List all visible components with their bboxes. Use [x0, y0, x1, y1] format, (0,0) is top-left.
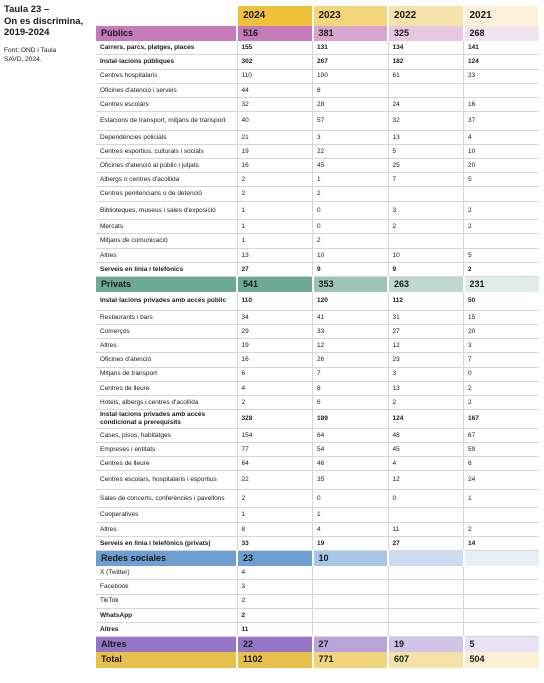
row-label: Centres escolars, hospitalaris i esportius — [96, 471, 237, 490]
table-row — [96, 292, 539, 310]
row-label: Serveis en línia i telefònics — [96, 262, 237, 276]
row-label: Centres penitenciaris o de detenció — [96, 187, 237, 201]
row-value: 6 — [313, 395, 389, 409]
section-value: 1102 — [237, 652, 313, 667]
section-value: 23 — [237, 551, 313, 567]
row-label: Cases, pisos, habitatges — [96, 428, 237, 442]
row-value: 23 — [464, 69, 540, 83]
row-value: 141 — [464, 41, 540, 55]
row-value: 2 — [464, 381, 540, 395]
row-value: 0 — [464, 367, 540, 381]
row-value — [388, 580, 464, 594]
row-value: 22 — [313, 144, 389, 158]
row-label: X (Twitter) — [96, 566, 237, 580]
row-value: 23 — [388, 353, 464, 367]
section-value: 19 — [388, 637, 464, 653]
year-header: 2022 — [388, 6, 464, 26]
header-blank-cell — [96, 6, 237, 26]
row-label: Centres de lleure — [96, 381, 237, 395]
section-value: 541 — [237, 277, 313, 293]
row-value: 131 — [313, 41, 389, 55]
row-value — [388, 622, 464, 636]
table-row — [96, 69, 539, 83]
table-source: Font: OND i Taula SAVD, 2024. — [4, 46, 57, 63]
row-value: 64 — [237, 457, 313, 471]
row-value: 35 — [313, 471, 389, 490]
section-value: 771 — [313, 652, 389, 667]
year-header: 2021 — [464, 6, 540, 26]
row-value: 41 — [313, 310, 389, 324]
row-value: 50 — [464, 292, 540, 310]
row-label: TikTok — [96, 594, 237, 608]
row-value — [388, 566, 464, 580]
row-label: Cooperatives — [96, 508, 237, 522]
row-value: 31 — [388, 310, 464, 324]
row-value: 9 — [313, 262, 389, 276]
row-value: 7 — [388, 173, 464, 187]
row-label: Instal·lacions privades amb accés condicionat a prerequisits — [96, 410, 237, 429]
section-value — [464, 551, 540, 567]
table-row — [96, 234, 539, 248]
row-value: 26 — [313, 353, 389, 367]
table-row — [96, 83, 539, 97]
table-row — [96, 41, 539, 55]
row-value — [388, 508, 464, 522]
row-value: 4 — [313, 522, 389, 536]
row-value: 2 — [237, 173, 313, 187]
section-value: 10 — [313, 551, 389, 567]
row-value: 4 — [464, 130, 540, 144]
row-value: 57 — [313, 112, 389, 131]
row-value: 45 — [388, 442, 464, 456]
row-value: 302 — [237, 55, 313, 69]
row-value: 4 — [237, 381, 313, 395]
section-title: Total — [96, 652, 237, 667]
row-value: 0 — [313, 220, 389, 234]
row-value: 134 — [388, 41, 464, 55]
table-row — [96, 489, 539, 508]
row-label: Carrers, parcs, platges, places — [96, 41, 237, 55]
row-value: 3 — [388, 201, 464, 220]
row-value: 3 — [464, 339, 540, 353]
table-row — [96, 55, 539, 69]
table-row — [96, 324, 539, 338]
row-value: 6 — [237, 367, 313, 381]
row-value — [388, 608, 464, 622]
row-value — [464, 83, 540, 97]
row-value: 2 — [388, 395, 464, 409]
table-row — [96, 144, 539, 158]
table-caption — [4, 4, 90, 64]
year-header: 2023 — [313, 6, 389, 26]
row-label: Sales de concerts, conferències i pavellons — [96, 489, 237, 508]
row-value: 67 — [464, 428, 540, 442]
row-value: 20 — [464, 324, 540, 338]
row-value — [313, 566, 389, 580]
table-row — [96, 97, 539, 111]
table-row — [96, 594, 539, 608]
row-label: Dependències policials — [96, 130, 237, 144]
row-value: 10 — [313, 248, 389, 262]
row-label: Altres — [96, 622, 237, 636]
row-value: 189 — [313, 410, 389, 429]
section-row-privats — [96, 277, 539, 293]
row-value: 328 — [237, 410, 313, 429]
row-label: Albergs o centres d'acollida — [96, 173, 237, 187]
row-value: 2 — [237, 395, 313, 409]
row-label: Hotels, albergs i centres d'acollida — [96, 395, 237, 409]
row-label: Estacions de transport, mitjans de transport — [96, 112, 237, 131]
row-value: 7 — [464, 353, 540, 367]
row-label: Instal·lacions públiques — [96, 55, 237, 69]
row-value: 28 — [313, 97, 389, 111]
row-value: 5 — [464, 173, 540, 187]
row-value: 2 — [237, 608, 313, 622]
row-value: 120 — [313, 292, 389, 310]
table-row — [96, 201, 539, 220]
row-value: 1 — [237, 220, 313, 234]
row-value: 15 — [464, 310, 540, 324]
row-value: 2 — [237, 594, 313, 608]
table-row — [96, 428, 539, 442]
row-value — [388, 234, 464, 248]
section-value: 263 — [388, 277, 464, 293]
table-row — [96, 608, 539, 622]
row-value: 2 — [464, 262, 540, 276]
header-row — [96, 6, 539, 26]
row-label: Serveis en línia i telefònics (privats) — [96, 536, 237, 550]
row-value: 1 — [313, 173, 389, 187]
table-row — [96, 536, 539, 550]
row-value: 27 — [237, 262, 313, 276]
row-value: 2 — [313, 187, 389, 201]
row-value — [313, 608, 389, 622]
table-row — [96, 262, 539, 276]
row-value: 3 — [237, 580, 313, 594]
row-value: 40 — [237, 112, 313, 131]
row-label: Empreses i entitats — [96, 442, 237, 456]
section-row-altres — [96, 637, 539, 653]
row-label: Centres escolars — [96, 97, 237, 111]
row-value — [313, 622, 389, 636]
row-value: 8 — [237, 522, 313, 536]
row-value: 1 — [237, 508, 313, 522]
table-row — [96, 566, 539, 580]
row-value: 4 — [237, 566, 313, 580]
row-value: 2 — [388, 220, 464, 234]
row-value: 16 — [237, 159, 313, 173]
row-label: Mitjans de comunicació — [96, 234, 237, 248]
row-value: 12 — [313, 339, 389, 353]
row-value: 27 — [388, 536, 464, 550]
table-row — [96, 580, 539, 594]
row-value: 100 — [313, 69, 389, 83]
row-value: 14 — [464, 536, 540, 550]
row-value: 64 — [313, 428, 389, 442]
section-value: 268 — [464, 26, 540, 41]
row-value: 46 — [313, 457, 389, 471]
row-value: 54 — [313, 442, 389, 456]
discrimination-table — [96, 6, 540, 668]
row-value: 0 — [313, 201, 389, 220]
section-value: 353 — [313, 277, 389, 293]
row-value: 2 — [313, 234, 389, 248]
row-label: WhatsApp — [96, 608, 237, 622]
table-row — [96, 173, 539, 187]
row-value: 0 — [388, 489, 464, 508]
table-row — [96, 353, 539, 367]
table-row — [96, 339, 539, 353]
row-value — [464, 234, 540, 248]
section-value: 5 — [464, 637, 540, 653]
row-value: 13 — [388, 130, 464, 144]
row-value: 16 — [464, 97, 540, 111]
row-value: 5 — [388, 144, 464, 158]
row-value: 13 — [388, 381, 464, 395]
row-value: 32 — [237, 97, 313, 111]
row-label: Oficines d'atenció i serveis — [96, 83, 237, 97]
row-value: 2 — [464, 395, 540, 409]
row-value — [464, 580, 540, 594]
row-value: 33 — [313, 324, 389, 338]
row-value: 9 — [388, 262, 464, 276]
row-value — [313, 580, 389, 594]
row-label: Centres hospitalaris — [96, 69, 237, 83]
row-label: Facebook — [96, 580, 237, 594]
section-value: 381 — [313, 26, 389, 41]
section-value: 325 — [388, 26, 464, 41]
row-value: 45 — [313, 159, 389, 173]
row-value: 2 — [237, 489, 313, 508]
table-row — [96, 159, 539, 173]
table-row — [96, 112, 539, 131]
row-value: 112 — [388, 292, 464, 310]
row-label: Comerços — [96, 324, 237, 338]
row-value — [388, 594, 464, 608]
row-value: 110 — [237, 292, 313, 310]
row-value: 19 — [237, 339, 313, 353]
section-title: Redes sociales — [96, 551, 237, 567]
row-value: 182 — [388, 55, 464, 69]
row-value: 8 — [313, 83, 389, 97]
row-value: 29 — [237, 324, 313, 338]
row-value: 19 — [313, 536, 389, 550]
table-row — [96, 442, 539, 456]
row-value: 167 — [464, 410, 540, 429]
row-value — [388, 187, 464, 201]
year-header: 2024 — [237, 6, 313, 26]
row-value: 10 — [464, 144, 540, 158]
table-row — [96, 187, 539, 201]
section-value: 607 — [388, 652, 464, 667]
row-value: 12 — [388, 339, 464, 353]
row-value: 2 — [464, 220, 540, 234]
row-value: 3 — [388, 367, 464, 381]
row-value: 19 — [237, 144, 313, 158]
row-value: 5 — [464, 248, 540, 262]
row-value: 77 — [237, 442, 313, 456]
section-value: 27 — [313, 637, 389, 653]
row-value: 61 — [388, 69, 464, 83]
section-row-total — [96, 652, 539, 667]
section-title: Privats — [96, 277, 237, 293]
table-row — [96, 220, 539, 234]
row-label: Restaurants i bars — [96, 310, 237, 324]
row-value: 267 — [313, 55, 389, 69]
row-value — [388, 83, 464, 97]
row-label: Altres — [96, 522, 237, 536]
table-row — [96, 248, 539, 262]
row-label: Mercats — [96, 220, 237, 234]
row-value — [464, 622, 540, 636]
table-row — [96, 508, 539, 522]
row-value — [464, 508, 540, 522]
row-value: 11 — [388, 522, 464, 536]
row-label: Instal·lacions privades amb accés públic — [96, 292, 237, 310]
section-value — [388, 551, 464, 567]
row-value: 0 — [313, 489, 389, 508]
row-label: Biblioteques, museus i sales d'exposició — [96, 201, 237, 220]
row-value: 10 — [388, 248, 464, 262]
section-row-publics — [96, 26, 539, 41]
row-value: 2 — [464, 522, 540, 536]
row-value: 1 — [464, 489, 540, 508]
row-value: 12 — [388, 471, 464, 490]
table-row — [96, 395, 539, 409]
row-label: Altres — [96, 248, 237, 262]
row-value: 110 — [237, 69, 313, 83]
row-value: 2 — [237, 187, 313, 201]
row-value: 1 — [237, 234, 313, 248]
section-title: Públics — [96, 26, 237, 41]
row-label: Oficines d'atenció — [96, 353, 237, 367]
table-row — [96, 457, 539, 471]
table-row — [96, 381, 539, 395]
row-value: 59 — [464, 442, 540, 456]
row-value: 48 — [388, 428, 464, 442]
row-value: 155 — [237, 41, 313, 55]
table-row — [96, 471, 539, 490]
row-value: 44 — [237, 83, 313, 97]
section-value: 504 — [464, 652, 540, 667]
row-value: 34 — [237, 310, 313, 324]
row-label: Centres esportius, culturals i socials — [96, 144, 237, 158]
table-row — [96, 622, 539, 636]
row-value: 6 — [464, 457, 540, 471]
row-value: 3 — [313, 130, 389, 144]
row-value: 22 — [237, 471, 313, 490]
row-value — [464, 187, 540, 201]
row-value: 27 — [388, 324, 464, 338]
row-value — [464, 594, 540, 608]
row-value — [464, 566, 540, 580]
section-value: 231 — [464, 277, 540, 293]
row-value: 16 — [237, 353, 313, 367]
row-value: 32 — [388, 112, 464, 131]
table-row — [96, 522, 539, 536]
table-title: Taula 23 – On es discrimina, 2019-2024 — [4, 4, 84, 38]
row-value: 154 — [237, 428, 313, 442]
row-label: Mitjans de transport — [96, 367, 237, 381]
section-value: 516 — [237, 26, 313, 41]
row-value: 13 — [237, 248, 313, 262]
row-value: 11 — [237, 622, 313, 636]
row-value: 2 — [464, 201, 540, 220]
table-row — [96, 130, 539, 144]
row-value: 33 — [237, 536, 313, 550]
row-value: 1 — [237, 201, 313, 220]
section-row-redes — [96, 551, 539, 567]
section-title: Altres — [96, 637, 237, 653]
row-value: 1 — [313, 508, 389, 522]
row-value: 25 — [388, 159, 464, 173]
row-value: 24 — [464, 471, 540, 490]
row-value — [464, 608, 540, 622]
row-value: 124 — [388, 410, 464, 429]
row-label: Altres — [96, 339, 237, 353]
table-row — [96, 367, 539, 381]
row-value: 20 — [464, 159, 540, 173]
row-value: 7 — [313, 367, 389, 381]
row-value: 124 — [464, 55, 540, 69]
row-value: 24 — [388, 97, 464, 111]
section-value: 22 — [237, 637, 313, 653]
table-row — [96, 410, 539, 429]
row-value: 4 — [388, 457, 464, 471]
row-value: 21 — [237, 130, 313, 144]
table-row — [96, 310, 539, 324]
row-value: 8 — [313, 381, 389, 395]
row-label: Oficines d'atenció al públic i jutjats — [96, 159, 237, 173]
row-label: Centres de lleure — [96, 457, 237, 471]
row-value: 37 — [464, 112, 540, 131]
row-value — [313, 594, 389, 608]
